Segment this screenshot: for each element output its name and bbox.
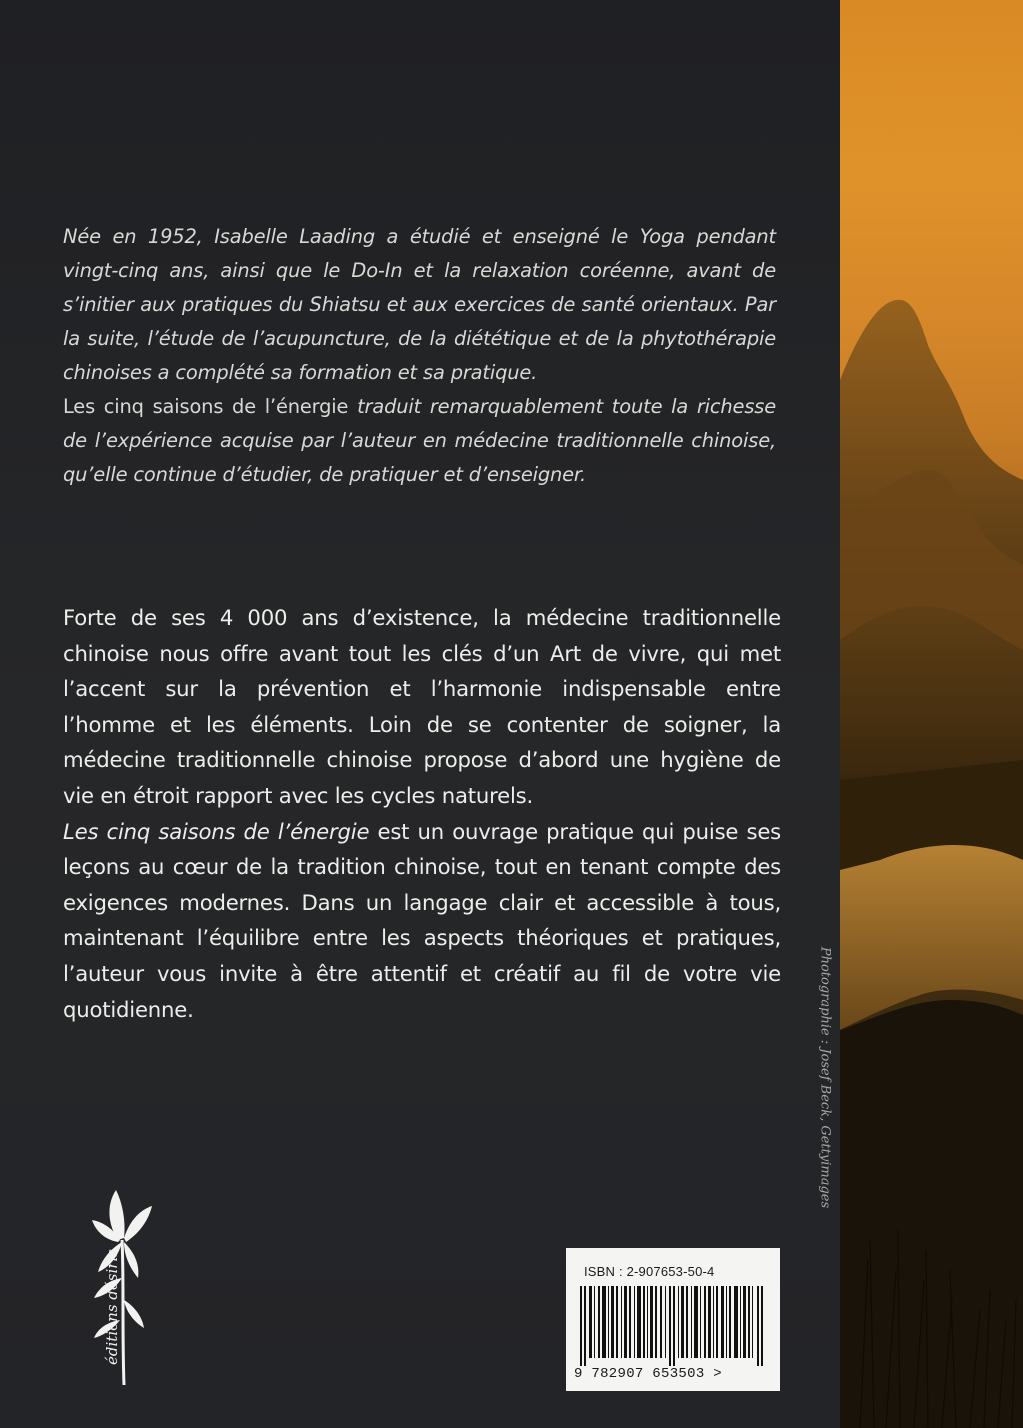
biography-paragraph-2 — [63, 390, 776, 492]
description-paragraph-2 — [63, 814, 781, 1028]
barcode-label — [566, 1248, 780, 1391]
photo-credit — [815, 930, 835, 1230]
iris-flower-logo-icon — [78, 1180, 168, 1390]
description-text: est un ouvrage pratique qui puise ses leçons au cœur de la tradition chinoise, tout en tenant compte des exigences modernes. Dans un langage clair et accessible à tous, maintenant l’équilibre entre les aspects théoriques et pratiques, l’auteur vous invite à être attentif et créatif au fil de votre vie quotidienne. — [63, 818, 781, 1022]
author-biography — [63, 220, 776, 492]
barcode-icon — [576, 1286, 770, 1366]
karst-landscape-image — [840, 0, 1023, 1428]
ean-digits: 9 782907 653503 > — [574, 1366, 722, 1382]
description-paragraph: Forte de ses 4 000 ans d’existence, la médecine traditionnelle chinoise nous offre avant tout les clés d’un Art de vivre, qui met l’accent sur la prévention et l’harmonie indispensable entre l’homme et les éléments. Loin de se contenter de soigner, la médecine traditionnelle chinoise propose d’abord une hygiène de vie en étroit rapport avec les cycles naturels. — [63, 605, 781, 808]
isbn-text: ISBN : 2-907653-50-4 — [584, 1264, 715, 1279]
book-title-reference: Les cinq saisons de l’énergie — [63, 818, 370, 844]
biography-paragraph: Née en 1952, Isabelle Laading a étudié et enseigné le Yoga pendant vingt-cinq ans, ainsi que le Do-In et la relaxation coréenne, avant de s’initier aux pratiques du Shiatsu et aux exercices de santé orientaux. Par la suite, l’étude de l’acupuncture, de la diététique et de la phytothérapie chinoises a complété sa formation et sa pratique. — [63, 225, 776, 384]
landscape-photo-strip — [840, 0, 1023, 1428]
photo-credit-text: Photographie : Josef Beck, Gettyimages — [817, 946, 833, 1209]
publisher-name: éditions désiris — [103, 1249, 121, 1365]
book-title-reference: Les cinq saisons de l’énergie — [63, 395, 349, 418]
biography-text: traduit remarquablement toute la richesse de l’expérience acquise par l’auteur en médecine traditionnelle chinoise, qu’elle continue d’étudier, de pratiquer et d’enseigner. — [63, 395, 777, 486]
book-description — [63, 600, 781, 1027]
